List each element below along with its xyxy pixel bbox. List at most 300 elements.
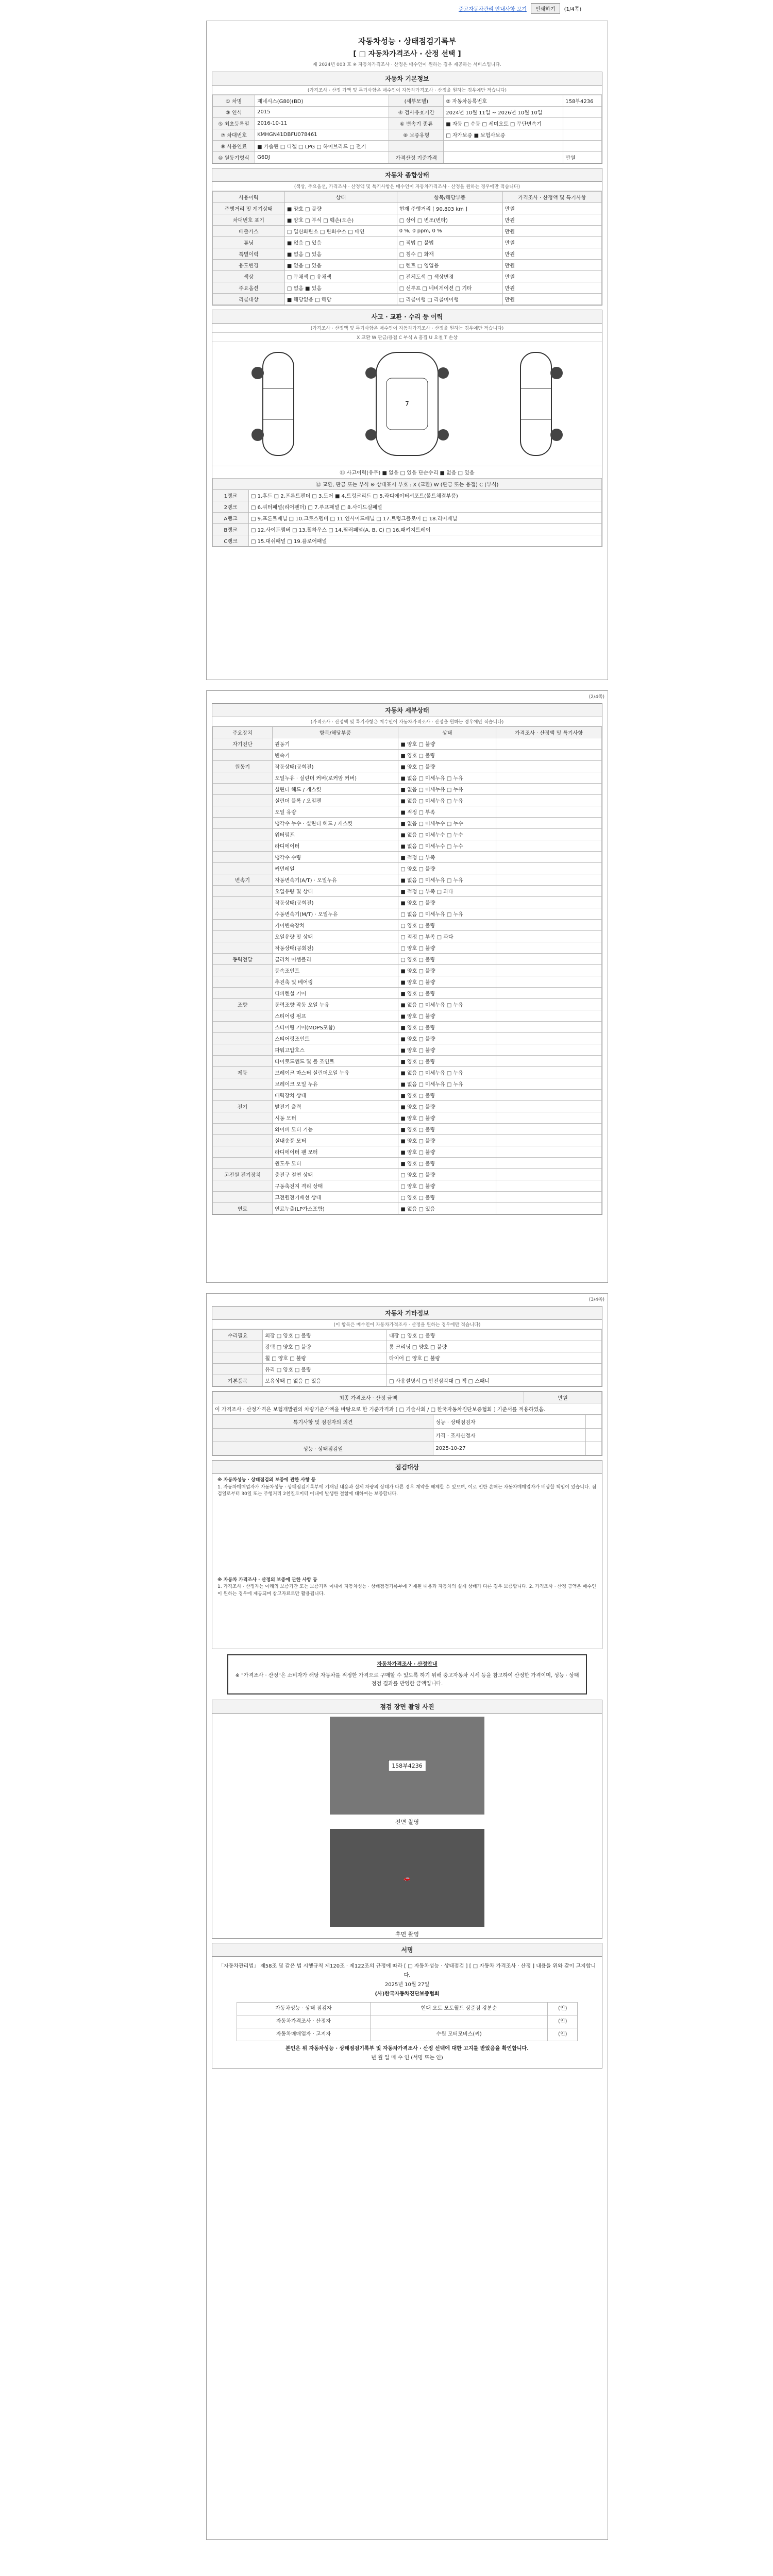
- sign-cell: 2025-10-27: [433, 1442, 586, 1455]
- detail-cell: ■ 양호 □ 불량: [398, 1146, 496, 1158]
- detail-row: [213, 908, 602, 920]
- basic-cell: [563, 141, 602, 152]
- detail-row: [213, 1044, 602, 1056]
- detail-cell: □ 양호 □ 불량: [398, 942, 496, 954]
- sign-row: [213, 1429, 602, 1442]
- basic-cell: (세부모델): [389, 95, 444, 107]
- detail-cell: 추진축 및 베어링: [273, 976, 398, 988]
- state-cell: 만원: [502, 226, 601, 237]
- detail-price-cell: [496, 1192, 602, 1203]
- detail-table: [212, 726, 602, 1214]
- detail-cell: [213, 1112, 273, 1124]
- detail-row: [213, 750, 602, 761]
- detail-cell: 오일 유량: [273, 806, 398, 818]
- state-sub: (색상, 주요옵션, 가격조사 · 산정액 및 특기사항은 매수인이 자동차가격조사 · 산정을 원하는 경우에만 적습니다): [212, 182, 602, 191]
- page-2-number: (2/4쪽): [589, 694, 604, 700]
- detail-cell: [213, 852, 273, 863]
- car-diagram: [212, 342, 602, 466]
- page-1: [206, 21, 608, 680]
- detail-cell: 냉각수 수량: [273, 852, 398, 863]
- basic-cell: 2024년 10월 11일 ~ 2026년 10월 10일: [444, 107, 563, 118]
- detail-cell: 자기진단: [213, 738, 273, 750]
- detail-price-cell: [496, 795, 602, 806]
- opinion-unit: 만원: [524, 1392, 602, 1403]
- accident-head: 사고 · 교환 · 수리 등 이력: [212, 310, 602, 324]
- detail-cell: [213, 886, 273, 897]
- detail-cell: 조향: [213, 999, 273, 1010]
- detail-cell: ■ 없음 □ 미세누수 □ 누수: [398, 818, 496, 829]
- detail-row: [213, 920, 602, 931]
- detail-row: [213, 784, 602, 795]
- detail-price-cell: [496, 1010, 602, 1022]
- detail-row: [213, 761, 602, 772]
- etc-row: [213, 1330, 602, 1341]
- sign-row: [213, 1442, 602, 1455]
- notes-body-2: 1. 가격조사 · 산정자는 아래의 보증기간 또는 보증거리 이내에 자동차성능 · 상태점검기록부에 기재된 내용과 자동차의 실제 상태가 다른 경우 보증합니다. 2. 가격조사 · 산정 금액은 매수인이 원하는 경우에 제공되며 참고자료로만 활용됩니다.: [217, 1584, 596, 1597]
- detail-cell: 등속조인트: [273, 965, 398, 976]
- state-head: 자동차 종합상태: [212, 168, 602, 182]
- detail-row: [213, 795, 602, 806]
- state-cell: ■ 해당없음 □ 해당: [284, 294, 397, 305]
- opinion-table: [212, 1392, 602, 1415]
- detail-cell: ■ 양호 □ 불량: [398, 965, 496, 976]
- state-cell: 주요옵션: [213, 282, 285, 294]
- basic-cell: ⑧ 보증유형: [389, 129, 444, 141]
- exterior-cell: A랭크: [213, 513, 249, 524]
- etc-row: [213, 1364, 602, 1375]
- detail-cell: 작동상태(공회전): [273, 761, 398, 772]
- detail-cell: [213, 988, 273, 999]
- detail-cell: [213, 942, 273, 954]
- exterior-cell: □ 15.대쉬패널 □ 19.플로어패널: [249, 535, 602, 547]
- detail-row: [213, 1010, 602, 1022]
- state-cell: 용도변경: [213, 260, 285, 271]
- exterior-table: [212, 478, 602, 547]
- page-indicator: (1/4쪽): [564, 7, 582, 12]
- detail-row: [213, 1180, 602, 1192]
- notice-body: ※ "가격조사 · 산정"은 소비자가 해당 자동차를 적정한 가격으로 구매할 수 있도록 하기 위해 중고자동차 시세 등을 참고하여 산정한 가격이며, 성능 · 상태점검 결과를 반영한 금액입니다.: [235, 1673, 579, 1687]
- detail-row: [213, 1056, 602, 1067]
- notice-box: [227, 1654, 587, 1694]
- basic-cell: ⑨ 사용연료: [213, 141, 255, 152]
- detail-cell: ■ 양호 □ 불량: [398, 1135, 496, 1146]
- detail-price-cell: [496, 874, 602, 886]
- etc-cell: 광택 □ 양호 □ 불량: [263, 1341, 387, 1352]
- sign-cell: [213, 1429, 433, 1442]
- state-cell: □ 리콜이행 □ 리콜미이행: [397, 294, 502, 305]
- state-cell: □ 렌트 □ 영업용: [397, 260, 502, 271]
- state-cell: 만원: [502, 282, 601, 294]
- basic-cell: 만원: [563, 152, 602, 163]
- detail-cell: 변속기: [273, 750, 398, 761]
- etc-cell: 보유상태 □ 없음 □ 있음: [263, 1375, 387, 1386]
- notes-body-1: 1. 자동차매매업자가 자동차성능 · 상태점검기록부에 기재된 내용과 실제 차량의 상태가 다른 경우 계약을 해제할 수 있으며, 이로 인한 손해는 자동차매매업자가 배상할 책임이 있습니다. 점검일로부터 30일 또는 주행거리 2천킬로미터 이내에 발생한 결함에 대하여는 보증합니다.: [217, 1484, 597, 1497]
- detail-cell: ■ 양호 □ 불량: [398, 1022, 496, 1033]
- signer-table: [237, 2002, 578, 2041]
- state-cell: 만원: [502, 294, 601, 305]
- etc-cell: 내장 □ 양호 □ 불량: [386, 1330, 601, 1341]
- state-col-header: 가격조사 · 산정액 및 특기사항: [502, 192, 601, 203]
- detail-cell: [213, 1158, 273, 1169]
- detail-cell: 워터펌프: [273, 829, 398, 840]
- doc-title: 자동차성능 · 상태점검기록부: [358, 37, 457, 46]
- doc-subtitle: [ □ 자동차가격조사 · 산정 선택 ]: [353, 50, 461, 58]
- detail-price-cell: [496, 1022, 602, 1033]
- detail-cell: 배력장치 상태: [273, 1090, 398, 1101]
- detail-cell: 오일유량 및 상태: [273, 886, 398, 897]
- basic-cell: ④ 검사유효기간: [389, 107, 444, 118]
- detail-cell: [213, 840, 273, 852]
- detail-price-cell: [496, 886, 602, 897]
- detail-cell: [213, 829, 273, 840]
- detail-price-cell: [496, 976, 602, 988]
- detail-cell: ■ 없음 □ 미세누유 □ 누유: [398, 1078, 496, 1090]
- detail-cell: □ 없음 □ 미세누유 □ 누유: [398, 908, 496, 920]
- signer-dealer-2: 수원 모터모비스(씨): [371, 2028, 548, 2041]
- detail-cell: ■ 없음 □ 미세누수 □ 누수: [398, 829, 496, 840]
- state-col-header: 사용이력: [213, 192, 285, 203]
- state-row: [213, 248, 602, 260]
- detail-cell: [213, 863, 273, 874]
- exterior-cell: □ 9.프론트패널 □ 10.크로스멤버 □ 11.인사이드패널 □ 17.트렁크플로어 □ 18.리어패널: [249, 513, 602, 524]
- detail-cell: ■ 없음 □ 미세누수 □ 누수: [398, 840, 496, 852]
- detail-cell: □ 양호 □ 불량: [398, 1180, 496, 1192]
- detail-price-cell: [496, 1044, 602, 1056]
- detail-cell: [213, 1033, 273, 1044]
- etc-cell: 유리 □ 양호 □ 불량: [263, 1364, 387, 1375]
- opinion-text: 이 가격조사 · 산정가격은 보험개발원의 차량기준가액을 바탕으로 한 기준가격과 [ □ 기술사회 / □ 한국자동차진단보증협회 ] 기준서를 적용하였음.: [213, 1403, 602, 1415]
- exterior-cell: □ 6.쿼터패널(리어펜더) □ 7.루프패널 □ 8.사이드실패널: [249, 501, 602, 513]
- car-top-view-icon: [356, 347, 459, 461]
- opinion-head: 최종 가격조사 · 산정 금액: [213, 1392, 524, 1403]
- detail-cell: ■ 없음 □ 미세누유 □ 누유: [398, 772, 496, 784]
- etc-cell: [213, 1364, 263, 1375]
- state-cell: □ 전체도색 □ 색상변경: [397, 271, 502, 282]
- detail-row: [213, 738, 602, 750]
- exterior-cell: □ 12.사이드멤버 □ 13.휠하우스 □ 14.필러패널(A, B, C) □ 16.패키지트레이: [249, 524, 602, 535]
- detail-cell: 실내송풍 모터: [273, 1135, 398, 1146]
- detail-row: [213, 840, 602, 852]
- accident-section: [212, 310, 602, 547]
- notes-section: [212, 1460, 602, 1649]
- detail-cell: 발전기 출력: [273, 1101, 398, 1112]
- exterior-head: ⑫ 교환, 판금 또는 부식 ※ 상태표시 부호 : X (교환) W (판금 또는 용접) C (부식): [213, 479, 602, 490]
- detail-row: [213, 1067, 602, 1078]
- detail-price-cell: [496, 863, 602, 874]
- signer-stamp-3: (인): [548, 2028, 578, 2041]
- etc-row: [213, 1375, 602, 1386]
- state-cell: □ 상이 □ 변조(변타): [397, 214, 502, 226]
- detail-cell: ■ 없음 □ 미세누유 □ 누유: [398, 874, 496, 886]
- detail-cell: [213, 965, 273, 976]
- detail-cell: [213, 1124, 273, 1135]
- detail-cell: 파워고압호스: [273, 1044, 398, 1056]
- detail-cell: [213, 750, 273, 761]
- detail-price-cell: [496, 738, 602, 750]
- detail-cell: [213, 1078, 273, 1090]
- state-cell: 만원: [502, 237, 601, 248]
- detail-cell: 충전구 절연 상태: [273, 1169, 398, 1180]
- etc-cell: [386, 1364, 601, 1375]
- etc-head: 자동차 기타정보: [212, 1307, 602, 1320]
- detail-section: [212, 703, 602, 1215]
- detail-price-cell: [496, 1112, 602, 1124]
- detail-cell: 실린더 블록 / 오일팬: [273, 795, 398, 806]
- detail-cell: 타이로드엔드 및 볼 조인트: [273, 1056, 398, 1067]
- detail-price-cell: [496, 1146, 602, 1158]
- basic-row: [213, 141, 602, 152]
- detail-row: [213, 1090, 602, 1101]
- detail-cell: [213, 806, 273, 818]
- detail-cell: ■ 양호 □ 불량: [398, 1044, 496, 1056]
- detail-cell: 동력전달: [213, 954, 273, 965]
- detail-cell: [213, 1146, 273, 1158]
- state-cell: 만원: [502, 203, 601, 214]
- detail-cell: [213, 1192, 273, 1203]
- state-cell: □ 적법 □ 불법: [397, 237, 502, 248]
- state-cell: 주행거리 및 계기상태: [213, 203, 285, 214]
- sign-footer-2: 년 월 일 매 수 인 (서명 또는 인): [371, 2055, 443, 2061]
- state-cell: □ 선루프 □ 네비게이션 □ 기타: [397, 282, 502, 294]
- detail-cell: 윈도우 모터: [273, 1158, 398, 1169]
- detail-price-cell: [496, 942, 602, 954]
- state-row: [213, 237, 602, 248]
- detail-cell: 전기: [213, 1101, 273, 1112]
- detail-row: [213, 886, 602, 897]
- detail-cell: ■ 없음 □ 미세누유 □ 누유: [398, 784, 496, 795]
- etc-cell: 룸 크리닝 □ 양호 □ 불량: [386, 1341, 601, 1352]
- detail-sub: (가격조사 · 산정액 및 특기사항은 매수인이 자동차가격조사 · 산정을 원하는 경우에만 적습니다): [212, 717, 602, 726]
- detail-cell: [213, 908, 273, 920]
- detail-price-cell: [496, 1078, 602, 1090]
- detail-row: [213, 1022, 602, 1033]
- detail-cell: [213, 976, 273, 988]
- detail-row: [213, 976, 602, 988]
- detail-cell: □ 양호 □ 불량: [398, 954, 496, 965]
- state-row: [213, 203, 602, 214]
- detail-cell: 브레이크 오일 누유: [273, 1078, 398, 1090]
- detail-row: [213, 1192, 602, 1203]
- state-cell: 만원: [502, 260, 601, 271]
- detail-price-cell: [496, 897, 602, 908]
- doc-note: 제 2024년 003 호 ※ 자동차가격조사 · 산정은 매수인이 원하는 경우 제공하는 서비스입니다.: [313, 62, 501, 67]
- detail-cell: ■ 양호 □ 불량: [398, 738, 496, 750]
- detail-row: [213, 772, 602, 784]
- detail-price-cell: [496, 772, 602, 784]
- etc-cell: 수리필요: [213, 1330, 263, 1341]
- state-cell: ■ 없음 □ 있음: [284, 248, 397, 260]
- sign-value-cell: [586, 1429, 602, 1442]
- detail-cell: 브레이크 마스터 실린더오일 누유: [273, 1067, 398, 1078]
- state-col-header: 항목/해당부품: [397, 192, 502, 203]
- page-3-number: (3/4쪽): [589, 1297, 604, 1302]
- detail-row: [213, 1158, 602, 1169]
- state-cell: 튜닝: [213, 237, 285, 248]
- basic-cell: 제네시스(G80)(BD): [255, 95, 389, 107]
- basic-info-head: 자동차 기본정보: [212, 72, 602, 86]
- detail-cell: 스티어링조인트: [273, 1033, 398, 1044]
- state-row: [213, 282, 602, 294]
- state-cell: 배출가스: [213, 226, 285, 237]
- detail-row: [213, 988, 602, 999]
- detail-price-cell: [496, 1158, 602, 1169]
- detail-cell: □ 양호 □ 불량: [398, 1192, 496, 1203]
- state-row: [213, 294, 602, 305]
- exterior-row: [213, 513, 602, 524]
- car-left-side-icon: [232, 347, 325, 461]
- sign-head: 서명: [212, 1943, 602, 1957]
- sign-body: 「자동차관리법」 제58조 및 같은 법 시행규칙 제120조 · 제122조의 규정에 따라 [ □ 자동차성능 · 상태점검 ] [ □ 자동차 가격조사 · 산정 ] 내용을 위와 같이 고지합니다.: [218, 1963, 596, 1978]
- detail-price-cell: [496, 1067, 602, 1078]
- state-cell: □ 무채색 □ 유채색: [284, 271, 397, 282]
- detail-row: [213, 1146, 602, 1158]
- exterior-row: [213, 501, 602, 513]
- detail-row: [213, 818, 602, 829]
- notice-head: 자동차가격조사 · 산정안내: [377, 1662, 438, 1667]
- guide-link[interactable]: 중고자동차관리 안내사항 보기: [459, 7, 527, 12]
- exterior-cell: □ 1.후드 □ 2.프론트펜더 □ 3.도어 ■ 4.트렁크리드 □ 5.라디에이터서포트(볼트체결부품): [249, 490, 602, 501]
- detail-cell: □ 양호 □ 불량: [398, 863, 496, 874]
- detail-cell: □ 적정 □ 부족 □ 과다: [398, 931, 496, 942]
- detail-cell: 원동기: [273, 738, 398, 750]
- detail-cell: [213, 931, 273, 942]
- detail-price-cell: [496, 931, 602, 942]
- detail-row: [213, 806, 602, 818]
- state-col-header: 상태: [284, 192, 397, 203]
- sign-row: [213, 1415, 602, 1429]
- detail-price-cell: [496, 840, 602, 852]
- basic-row: [213, 107, 602, 118]
- notes-title-2: ※ 자동차 가격조사 · 산정의 보증에 관한 사항 등: [217, 1577, 317, 1583]
- detail-row: [213, 942, 602, 954]
- sign-cell: 성능 · 상태점검자: [433, 1415, 586, 1429]
- accident-result: ⑪ 사고이력(유무) ■ 없음 □ 있음 단순수리 ■ 없음 □ 있음: [212, 466, 602, 478]
- detail-cell: ■ 양호 □ 불량: [398, 1112, 496, 1124]
- detail-price-cell: [496, 920, 602, 931]
- state-row: [213, 271, 602, 282]
- car-right-side-icon: [490, 347, 582, 461]
- detail-cell: ■ 양호 □ 불량: [398, 1101, 496, 1112]
- etc-row: [213, 1352, 602, 1364]
- basic-row: [213, 152, 602, 163]
- detail-row: [213, 1124, 602, 1135]
- basic-cell: ⑥ 변속기 종류: [389, 118, 444, 129]
- detail-price-cell: [496, 1056, 602, 1067]
- basic-cell: G6DJ: [255, 152, 389, 163]
- detail-cell: ■ 없음 □ 미세누유 □ 누유: [398, 1067, 496, 1078]
- detail-col-header: 항목/해당부품: [273, 727, 398, 738]
- state-cell: 만원: [502, 214, 601, 226]
- detail-price-cell: [496, 1169, 602, 1180]
- detail-price-cell: [496, 806, 602, 818]
- detail-price-cell: [496, 852, 602, 863]
- detail-row: [213, 1033, 602, 1044]
- exterior-cell: 1랭크: [213, 490, 249, 501]
- detail-price-cell: [496, 954, 602, 965]
- state-cell: 만원: [502, 271, 601, 282]
- basic-cell: 2016-10-11: [255, 118, 389, 129]
- detail-col-header: 상태: [398, 727, 496, 738]
- basic-cell: □ 자가보증 ■ 보험사보증: [444, 129, 563, 141]
- exterior-cell: B랭크: [213, 524, 249, 535]
- detail-price-cell: [496, 1033, 602, 1044]
- detail-cell: [213, 1044, 273, 1056]
- state-cell: 리콜대상: [213, 294, 285, 305]
- sign-org: (사)한국자동차진단보증협회: [375, 1991, 440, 1997]
- detail-col-header: 주요장치: [213, 727, 273, 738]
- detail-head: 자동차 세부상태: [212, 704, 602, 717]
- detail-cell: ■ 적정 □ 부족 □ 과다: [398, 886, 496, 897]
- basic-cell: [444, 141, 563, 152]
- detail-cell: ■ 양호 □ 불량: [398, 750, 496, 761]
- sign-cell: 가격 · 조사산정자: [433, 1429, 586, 1442]
- signer-pricer: 자동차가격조사 · 산정자: [237, 2015, 370, 2028]
- detail-cell: 변속기: [213, 874, 273, 886]
- state-cell: □ 없음 ■ 있음: [284, 282, 397, 294]
- detail-cell: 원동기: [213, 761, 273, 772]
- basic-cell: 가격산정 기준가격: [389, 152, 444, 163]
- rear-photo-caption: 후면 촬영: [395, 1931, 419, 1938]
- basic-cell: [563, 129, 602, 141]
- detail-cell: ■ 양호 □ 불량: [398, 1010, 496, 1022]
- state-cell: ■ 양호 □ 부식 □ 훼손(오손): [284, 214, 397, 226]
- detail-cell: 동력조향 작동 오일 누유: [273, 999, 398, 1010]
- detail-cell: [213, 1180, 273, 1192]
- etc-cell: 외장 □ 양호 □ 불량: [263, 1330, 387, 1341]
- front-photo-caption: 전면 촬영: [395, 1819, 419, 1825]
- basic-cell: [563, 118, 602, 129]
- detail-row: [213, 1169, 602, 1180]
- sign-value-cell: [586, 1442, 602, 1455]
- print-button[interactable]: 인쇄하기: [531, 3, 560, 14]
- detail-price-cell: [496, 1203, 602, 1214]
- basic-row: [213, 129, 602, 141]
- etc-section: [212, 1306, 602, 1387]
- exterior-row: [213, 490, 602, 501]
- detail-row: [213, 897, 602, 908]
- basic-info-sub: (가격조사 · 산정 가액 및 특기사항은 매수인이 자동차가격조사 · 산정을 원하는 경우에만 적습니다): [212, 86, 602, 95]
- basic-row: [213, 95, 602, 107]
- detail-cell: 작동상태(공회전): [273, 942, 398, 954]
- sign-value-cell: [586, 1415, 602, 1429]
- signer-dealer: 현대 오토 모토월드 상준점 강분순: [371, 2003, 548, 2015]
- detail-price-cell: [496, 1180, 602, 1192]
- sign-table: [212, 1415, 602, 1455]
- state-cell: 만원: [502, 248, 601, 260]
- signer-stamp-2: (인): [548, 2015, 578, 2028]
- accident-legend: X 교환 W 판금/용접 C 부식 A 흠집 U 요철 T 손상: [212, 333, 602, 342]
- basic-cell: ■ 자동 □ 수동 □ 세미오토 □ 무단변속기: [444, 118, 563, 129]
- detail-cell: 커먼레일: [273, 863, 398, 874]
- detail-cell: 디퍼렌셜 기어: [273, 988, 398, 999]
- page-3: [206, 1293, 608, 2540]
- detail-cell: ■ 적정 □ 부족: [398, 806, 496, 818]
- etc-sub: (이 항목은 매수인이 자동차가격조사 · 산정을 원하는 경우에만 적습니다): [212, 1320, 602, 1329]
- detail-cell: 스티어링 펌프: [273, 1010, 398, 1022]
- detail-cell: 연료누출(LP가스포함): [273, 1203, 398, 1214]
- detail-cell: ■ 없음 □ 미세누유 □ 누유: [398, 999, 496, 1010]
- state-cell: 색상: [213, 271, 285, 282]
- state-row: [213, 260, 602, 271]
- etc-cell: 기본품목: [213, 1375, 263, 1386]
- detail-cell: ■ 양호 □ 불량: [398, 1158, 496, 1169]
- basic-cell: ① 차명: [213, 95, 255, 107]
- basic-cell: ■ 가솔린 □ 디젤 □ LPG □ 하이브리드 □ 전기: [255, 141, 389, 152]
- detail-price-cell: [496, 750, 602, 761]
- detail-cell: [213, 818, 273, 829]
- detail-cell: ■ 양호 □ 불량: [398, 1124, 496, 1135]
- detail-cell: 오일누유 · 실린더 커버(로커암 커버): [273, 772, 398, 784]
